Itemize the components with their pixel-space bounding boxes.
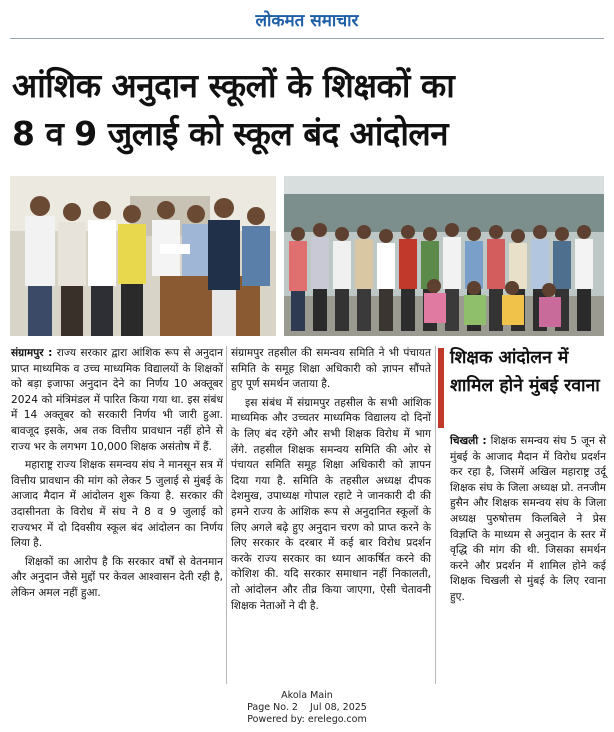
footer-powered-by: Powered by: erelego.com [247, 714, 367, 725]
article-paragraph-2: महाराष्ट्र राज्य शिक्षक समन्वय संघ ने मानसून सत्र में वित्तीय प्रावधान की मांग को लेकर 5 जुलाई से मुंबई के आजाद मैदान में आंदोलन शुरू किया है. सरकार की उदासीनता के विरोध में संघ ने 8 व 9 जुलाई को राज्यभर में दो दिवसीय स्कूल बंद आंदोलन का निर्णय लिया है. [11, 459, 223, 550]
article-paragraph-4: संग्रामपुर तहसील की समन्वय समिति ने भी पंचायत समिति के समूह शिक्षा अधिकारी को ज्ञापन सौंपते हुए पूर्ण समर्थन जताया है. [231, 347, 431, 391]
footer-edition: Akola Main [281, 690, 333, 701]
footer-page-date: Page No. 2 Jul 08, 2025 [247, 702, 367, 713]
headline-line-1: आंशिक अनुदान स्कूलों के शिक्षकों का [12, 66, 455, 105]
headline-line-2: 8 व 9 जुलाई को स्कूल बंद आंदोलन [12, 114, 449, 153]
photo-protest-group [284, 176, 604, 336]
headline [12, 62, 604, 158]
sidebar-text: शिक्षक समन्वय संघ 5 जून से मुंबई के आजाद मैदान में विरोध प्रदर्शन कर रहा है, जिसमें अखिल महाराष्ट्र उर्दू शिक्षक संघ के जिला अध्यक्ष प्रो. तनजीम हुसैन और शिक्षक समन्वय संघ के जिला अध्यक्ष पुरुषोत्तम किलबिले ने प्रेस विज्ञप्ति के माध्यम से अनुदान के स्तर में वृद्धि की मांग की थी. जिसका समर्थन करने और प्रदर्शन में शामिल होने कई शिक्षक चिखली से मुंबई के लिए रवाना हुए. [450, 435, 606, 603]
article-column-1 [11, 346, 223, 605]
page-footer [0, 690, 614, 726]
sidebar-dateline: चिखली : [450, 435, 487, 447]
column-divider-1 [226, 346, 227, 684]
article-dateline: संग्रामपुर : [11, 347, 53, 359]
sidebar-body [450, 434, 606, 609]
column-divider-2 [435, 346, 436, 684]
masthead: लोकमत समाचार [255, 11, 359, 31]
article-paragraph-5: इस संबंध में संग्रामपुर तहसील के सभी आंशिक माध्यमिक और उच्चतर माध्यमिक विद्यालय दो दिनों के लिए बंद रहेंगे और सभी शिक्षक विरोध में भाग लेंगे. तहसील शिक्षक समन्वय समिति की ओर से पंचायत समिति समूह शिक्षा अधिकारी को ज्ञापन दिया गया है. समिति के तहसील अध्यक्ष दीपक देशमुख, उपाध्यक्ष गोपाल रहाटे ने जानकारी दी की हमने राज्य के आंशिक रूप से अनुदानित स्कूलों के लिए अगले बढ़े हुए अनुदान चरण को प्राप्त करने के लिए सरकार के दरबार में कई बार विरोध प्रदर्शन करके राज्य सरकार का ध्यान आकर्षित करने की कोशिश की. यदि सरकार समाधान नहीं निकालती, तो आंदोलन और तीव्र किया जाएगा, ऐसी चेतावनी शिक्षक नेताओं ने दी है. [231, 396, 431, 612]
article-paragraph-1 [11, 346, 223, 455]
article-column-2 [231, 346, 431, 617]
sidebar-title: शिक्षक आंदोलन में शामिल होने मुंबई रवाना [450, 348, 600, 396]
sidebar-accent-bar [438, 348, 444, 428]
sidebar-paragraph [450, 434, 606, 606]
article-paragraph-1-text: राज्य सरकार द्वारा आंशिक रूप से अनुदान प्राप्त माध्यमिक व उच्च माध्यमिक विद्यालयों के शिक्षकों को बड़ा इजाफा अनुदान देने का निर्णय 10 अक्तूबर 2024 को मंत्रिमंडल में पारित किया गया था. इस संबंध में 14 अक्तूबर को सरकारी निर्णय भी जारी हुआ. बावजूद इसके, अब तक वित्तीय प्रावधान नहीं होने से राज्य भर के लगभग 10,000 शिक्षक असंतोष में हैं. [11, 347, 223, 453]
photo-memorandum [10, 176, 276, 336]
masthead-rule [10, 38, 604, 39]
article-paragraph-3: शिक्षकों का आरोप है कि सरकार वर्षों से वेतनमान और अनुदान जैसे मुद्दों पर केवल आश्वासन देती रही है, लेकिन अमल नहीं हुआ. [11, 555, 223, 599]
